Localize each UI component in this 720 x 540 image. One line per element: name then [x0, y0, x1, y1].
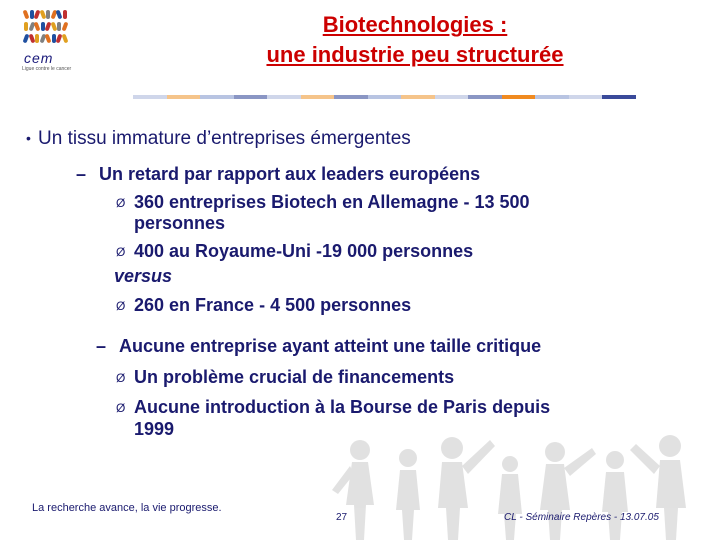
sub-point-2-text: Aucune entreprise ayant atteint une taille critique: [119, 336, 542, 356]
page-number: 27: [336, 512, 348, 523]
sub1-item-germany: 360 entreprises Biotech en Allemagne - 13 500: [134, 192, 530, 212]
sub-point-1: [76, 164, 480, 185]
bullet-point-1-text: Un tissu immature d’entreprises émergentes: [38, 128, 411, 149]
arrow-bullet-icon: Ø: [116, 299, 126, 313]
sub2-item-financing: Un problème crucial de financements: [134, 367, 455, 387]
footer-event: CL - Séminaire Repères - 13.07.05: [504, 512, 659, 523]
arrow-bullet-icon: Ø: [116, 245, 126, 259]
sub1-item-uk: 400 au Royaume-Uni -19 000 personnes: [134, 241, 474, 261]
dash-icon: –: [76, 164, 87, 184]
background-figures-illustration: [330, 430, 710, 540]
arrow-bullet-icon: Ø: [116, 371, 126, 385]
bullet-point-1: [26, 128, 411, 150]
dash-icon: –: [96, 336, 107, 356]
sub1-item-germany-cont: personnes: [134, 213, 226, 233]
logo-subtitle: Ligue contre le cancer: [22, 66, 72, 72]
sub-point-1-text: Un retard par rapport aux leaders européens: [99, 164, 481, 184]
title-line-1: Biotechnologies :: [322, 12, 508, 37]
arrow-bullet-icon: Ø: [116, 196, 126, 210]
footer-motto: La recherche avance, la vie progresse.: [32, 502, 222, 514]
sub-point-2: [96, 336, 541, 357]
title-line-2: une industrie peu structurée: [266, 42, 564, 67]
arrow-bullet-icon: Ø: [116, 401, 126, 415]
bullet-icon: •: [26, 130, 31, 146]
sub1-item-france: 260 en France - 4 500 personnes: [134, 295, 412, 315]
sub2-item-bourse-cont: 1999: [134, 419, 175, 439]
versus-label: versus: [114, 266, 173, 286]
logo-text: cem: [24, 50, 54, 66]
sub2-item-bourse: Aucune introduction à la Bourse de Paris depuis: [134, 397, 551, 417]
